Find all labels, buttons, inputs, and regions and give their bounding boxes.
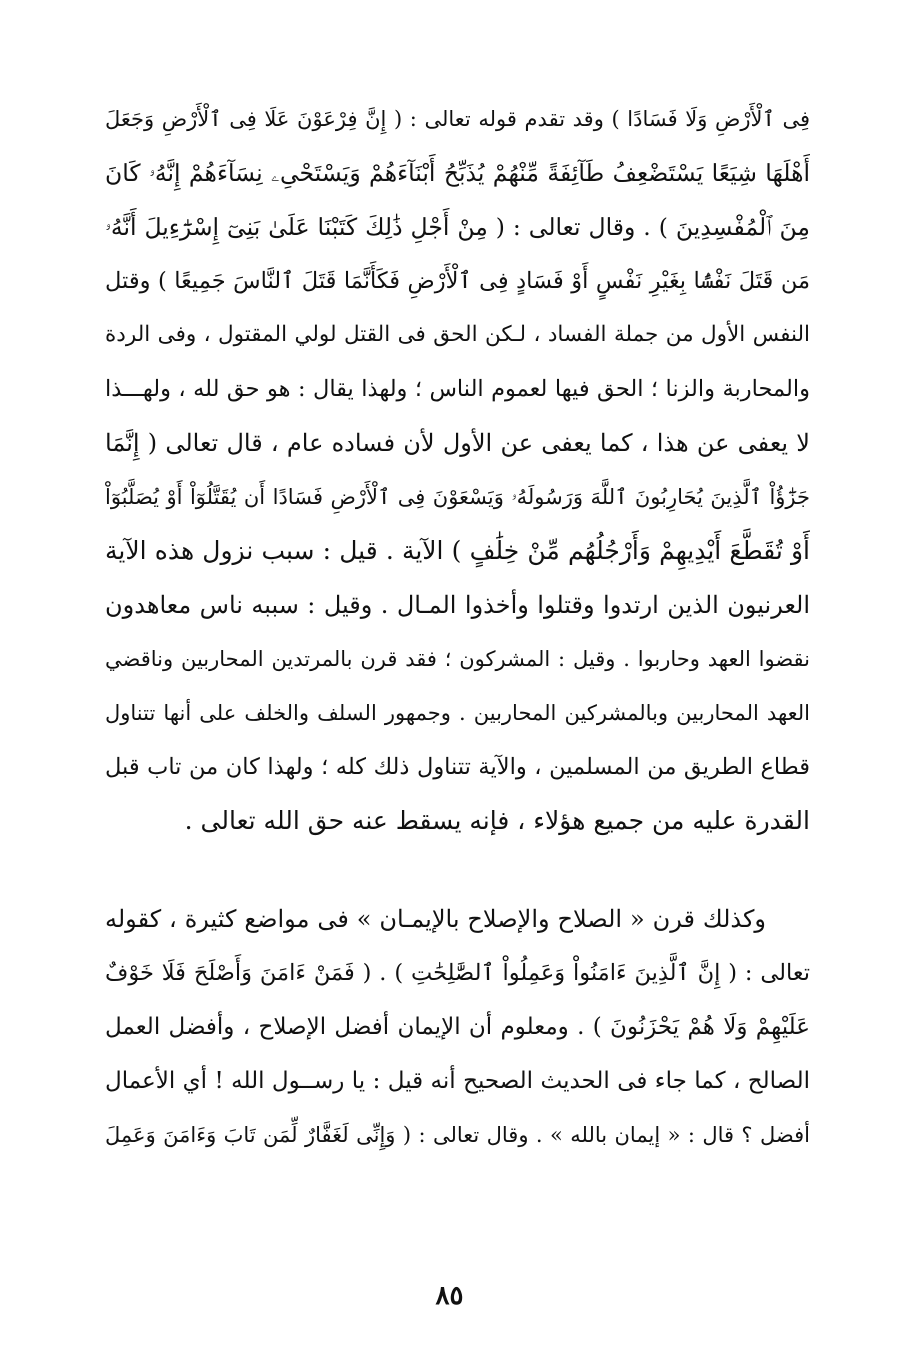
text-line: أَوْ تُقَطَّعَ أَيْدِيهِمْ وَأَرْجُلُهُم مِّنْ خِلَٰفٍ ) الآية . قيل : سبب نزول هذه الآية bbox=[105, 536, 810, 565]
text-line: العرنيون الذين ارتدوا وقتلوا وأخذوا المـال . وقيل : سببه ناس معاهدون bbox=[105, 591, 810, 619]
text-line: الصالح ، كما جاء فى الحديث الصحيح أنه قيل : يا رســول الله ! أي الأعمال bbox=[105, 1068, 810, 1094]
page-number: ٨٥ bbox=[435, 1281, 464, 1311]
book-page bbox=[105, 92, 810, 1162]
text-line: قطاع الطريق من المسلمين ، والآية تتناول ذلك كله ؛ ولهذا كان من تاب قبل bbox=[105, 754, 810, 780]
text-line: مِنَ ٱلْمُفْسِدِينَ ) . وقال تعالى : ( مِنْ أَجْلِ ذَٰلِكَ كَتَبْنَا عَلَىٰ بَنِىٓ إِسْرَٰٓءِيلَ أَنَّهُۥ bbox=[105, 213, 810, 241]
paragraph-1 bbox=[105, 92, 810, 848]
text-line: لا يعفى عن هذا ، كما يعفى عن الأول لأن فساده عام ، قال تعالى ( إِنَّمَا bbox=[105, 429, 810, 457]
text-line: النفس الأول من جملة الفساد ، لـكن الحق فى القتل لولي المقتول ، وفى الردة bbox=[105, 322, 810, 347]
text-line: وكذلك قرن « الصلاح والإصلاح بالإيمـان » فى مواضع كثيرة ، كقوله bbox=[105, 905, 766, 933]
paragraph-2 bbox=[105, 892, 810, 1162]
text-line: عَلَيْهِمْ وَلَا هُمْ يَحْزَنُونَ ) . ومعلوم أن الإيمان أفضل الإصلاح ، وأفضل العمل bbox=[105, 1014, 810, 1040]
text-line: مَن قَتَلَ نَفْسًۢا بِغَيْرِ نَفْسٍ أَوْ فَسَادٍ فِى ٱلْأَرْضِ فَكَأَنَّمَا قَتَلَ ٱلنَّاسَ جَمِيعًا ) وقتل bbox=[105, 268, 810, 294]
text-line: أفضل ؟ قال : « إيمان بالله » . وقال تعالى : ( وَإِنِّى لَغَفَّارٌ لِّمَن تَابَ وَءَامَنَ وَعَمِلَ bbox=[105, 1123, 810, 1147]
text-line: القدرة عليه من جميع هؤلاء ، فإنه يسقط عنه حق الله تعالى . bbox=[184, 806, 810, 835]
text-line: أَهْلَهَا شِيَعًا يَسْتَضْعِفُ طَآئِفَةً مِّنْهُمْ يُذَبِّحُ أَبْنَآءَهُمْ وَيَسْتَحْىِۦ نِسَآءَهُمْ إِنَّهُۥ كَانَ bbox=[105, 159, 810, 187]
text-line: جَزَٰٓؤُاْ ٱلَّذِينَ يُحَارِبُونَ ٱللَّهَ وَرَسُولَهُۥ وَيَسْعَوْنَ فِى ٱلْأَرْضِ فَسَادًا أَن يُقَتَّلُوٓاْ أَوْ يُصَلَّبُوٓاْ bbox=[105, 485, 810, 509]
text-line: العهد المحاربين وبالمشركين المحاربين . وجمهور السلف والخلف على أنها تتناول bbox=[105, 701, 810, 725]
text-line: تعالى : ( إِنَّ ٱلَّذِينَ ءَامَنُواْ وَعَمِلُواْ ٱلصَّٰلِحَٰتِ ) . ( فَمَنْ ءَامَنَ وَأَصْلَحَ فَلَا خَوْفٌ bbox=[105, 960, 810, 986]
text-line: نقضوا العهد وحاربوا . وقيل : المشركون ؛ فقد قرن بالمرتدين المحاربين وناقضي bbox=[105, 647, 810, 671]
text-line: فِى ٱلْأَرْضِ وَلَا فَسَادًا ) وقد تقدم قوله تعالى : ( إِنَّ فِرْعَوْنَ عَلَا فِى ٱلْأَرْضِ وَجَعَلَ bbox=[105, 107, 810, 131]
paragraph-gap bbox=[105, 848, 810, 892]
text-line: والمحاربة والزنا ؛ الحق فيها لعموم الناس ؛ ولهذا يقال : هو حق لله ، ولهـــذا bbox=[105, 376, 810, 402]
